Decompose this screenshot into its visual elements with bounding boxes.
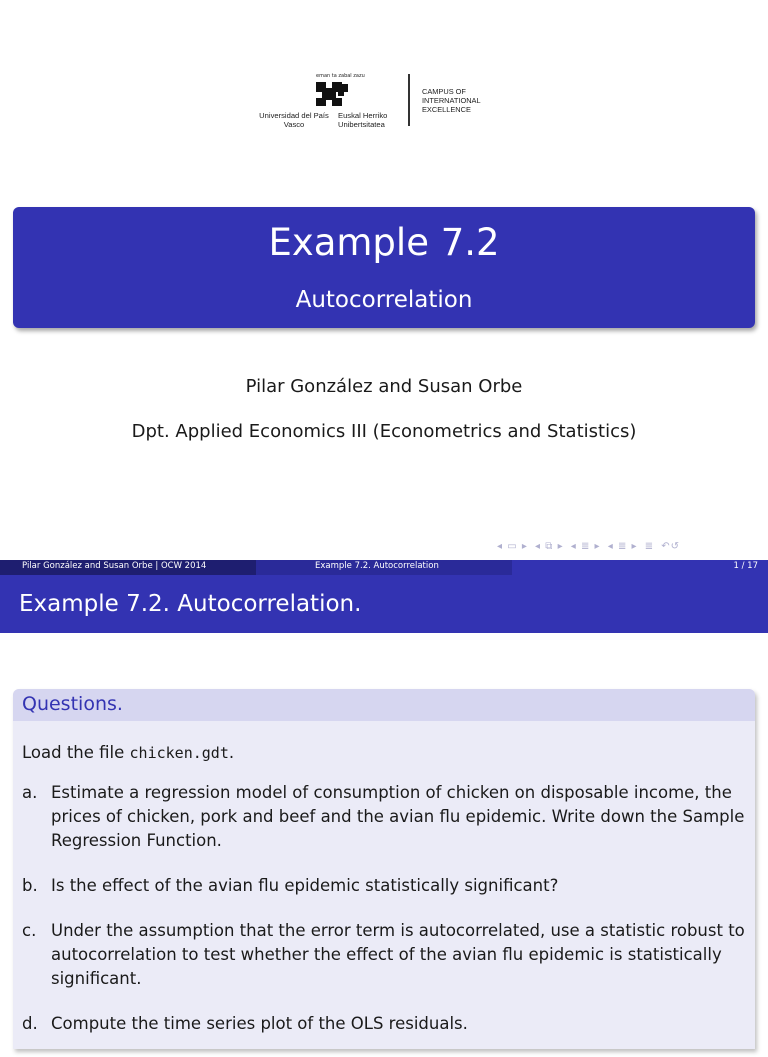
frame-title-bar: [0, 575, 768, 633]
question-item: [22, 919, 750, 991]
page-number: 1 / 17: [733, 561, 758, 571]
nav-search-icon[interactable]: ↶↺: [661, 541, 681, 552]
university-name-eu: Euskal Herriko Unibertsitatea: [338, 111, 388, 129]
file-name: chicken.gdt: [129, 744, 229, 762]
presentation-title: Example 7.2: [268, 221, 500, 264]
load-instruction: [22, 741, 750, 765]
block-body: [22, 741, 750, 1057]
question-item: [22, 874, 750, 898]
load-prefix: Load the file: [22, 743, 130, 762]
question-text: Under the assumption that the error term is autocorrelated, use a statistic robust to autocorrelation to test whether the effect of the avian flu epidemic is statistically significant.: [51, 921, 745, 988]
footer-left: [0, 560, 256, 575]
university-name-es: Universidad del País Vasco: [259, 111, 329, 129]
question-text: Is the effect of the avian flu epidemic statistically significant?: [51, 876, 559, 895]
nav-slide-prev-icon[interactable]: ◂ ▭ ▸: [497, 541, 528, 552]
nav-section-icon[interactable]: ◂ ≣ ▸: [607, 541, 638, 552]
footer-right: [512, 560, 768, 575]
question-label: c.: [22, 921, 37, 940]
logo-divider: [408, 74, 410, 126]
block-title: Questions.: [22, 693, 123, 715]
question-item: [22, 781, 750, 853]
footer-bar: [0, 560, 768, 575]
logo-motto: eman ta zabal zazu: [316, 73, 365, 79]
footer-author: Pilar González and Susan Orbe | OCW 2014: [22, 561, 207, 571]
block-header: [13, 689, 755, 721]
title-box: [13, 207, 755, 328]
nav-frame-icon[interactable]: ◂ ⧉ ▸: [535, 541, 564, 552]
footer-title: Example 7.2. Autocorrelation: [315, 561, 439, 571]
university-logo: [254, 70, 494, 160]
university-emblem-icon: [312, 78, 356, 110]
presentation-subtitle: Autocorrelation: [295, 287, 473, 313]
question-text: Estimate a regression model of consumption of chicken on disposable income, the prices of chicken, pork and beef and the avian flu epidemic. Write down the Sample Regression Function.: [51, 783, 745, 850]
nav-toc-icon[interactable]: ≣: [644, 541, 655, 552]
question-label: a.: [22, 783, 38, 802]
footer-center: [256, 560, 512, 575]
question-text: Compute the time series plot of the OLS residuals.: [51, 1014, 468, 1033]
authors: Pilar González and Susan Orbe: [245, 376, 523, 397]
beamer-navigation: [497, 541, 683, 552]
question-item: [22, 1012, 750, 1036]
question-label: b.: [22, 876, 38, 895]
load-suffix: .: [228, 743, 235, 762]
department: Dpt. Applied Economics III (Econometrics and Statistics): [131, 421, 637, 442]
nav-subsection-icon[interactable]: ◂ ≣ ▸: [570, 541, 601, 552]
frame-title: Example 7.2. Autocorrelation.: [19, 591, 362, 617]
question-label: d.: [22, 1014, 38, 1033]
questions-block: [13, 689, 755, 1049]
campus-label: CAMPUS OF INTERNATIONAL EXCELLENCE: [422, 87, 481, 114]
